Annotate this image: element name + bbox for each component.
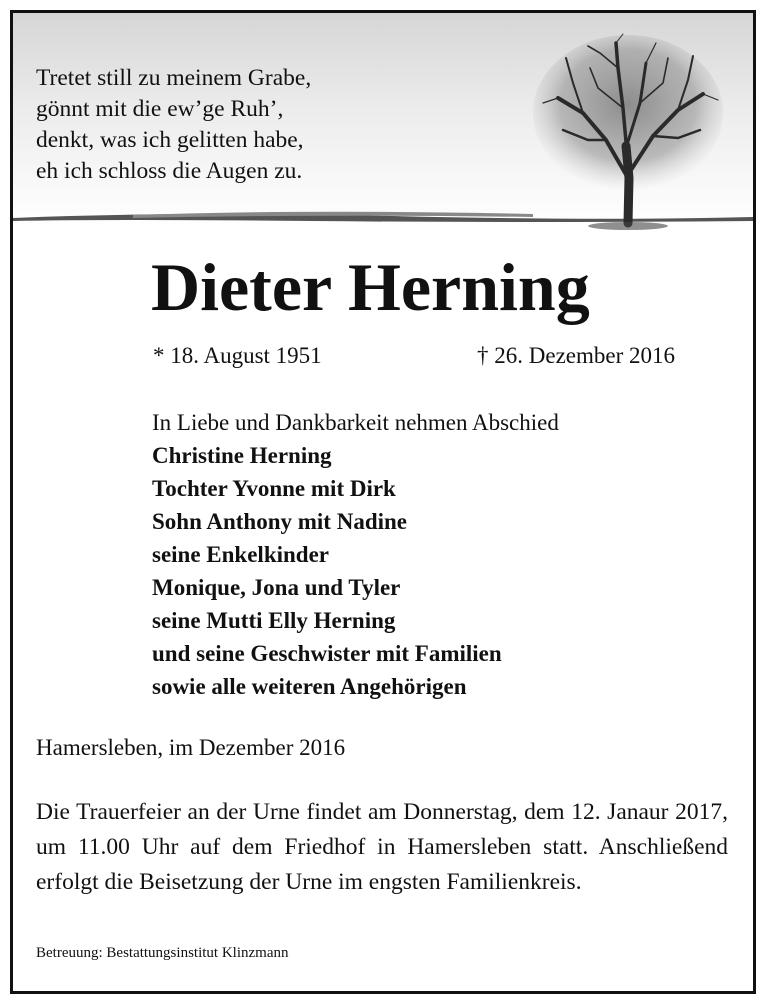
undertaker-credit: Betreuung: Bestattungsinstitut Klinzmann: [36, 945, 289, 961]
poem-line: eh ich schloss die Augen zu.: [36, 158, 303, 184]
death-date: † 26. Dezember 2016: [477, 343, 675, 368]
poem-line: denkt, was ich gelitten habe,: [36, 127, 304, 153]
mourner: seine Enkelkinder: [152, 542, 330, 567]
birth-date: * 18. August 1951: [153, 343, 322, 368]
deceased-name: Dieter Herning: [151, 249, 590, 325]
mourner: Sohn Anthony mit Nadine: [152, 509, 407, 534]
mourner: sowie alle weiteren Angehörigen: [152, 674, 467, 699]
mourners-intro: In Liebe und Dankbarkeit nehmen Abschied: [152, 410, 559, 435]
mourner: Tochter Yvonne mit Dirk: [152, 476, 396, 501]
place-and-date: Hamersleben, im Dezember 2016: [36, 735, 346, 760]
mourner: und seine Geschwister mit Familien: [152, 641, 502, 666]
poem-line: gönnt mit die ew’ge Ruh’,: [36, 96, 284, 122]
mourner: Monique, Jona und Tyler: [152, 575, 401, 600]
mourner: seine Mutti Elly Herning: [152, 608, 396, 633]
mourners-list: [152, 406, 559, 703]
obituary-notice: [10, 10, 756, 994]
tree-icon: [528, 28, 728, 233]
poem: [36, 63, 311, 187]
mourner: Christine Herning: [152, 443, 332, 468]
funeral-service-info: Die Trauerfeier an der Urne findet am Donnerstag, dem 12. Janaur 2017, um 11.00 Uhr auf dem Friedhof in Hamersleben statt. Anschließend erfolgt die Beisetzung der Urne im engsten Familienkreis.: [36, 799, 728, 895]
poem-line: Tretet still zu meinem Grabe,: [36, 65, 312, 91]
